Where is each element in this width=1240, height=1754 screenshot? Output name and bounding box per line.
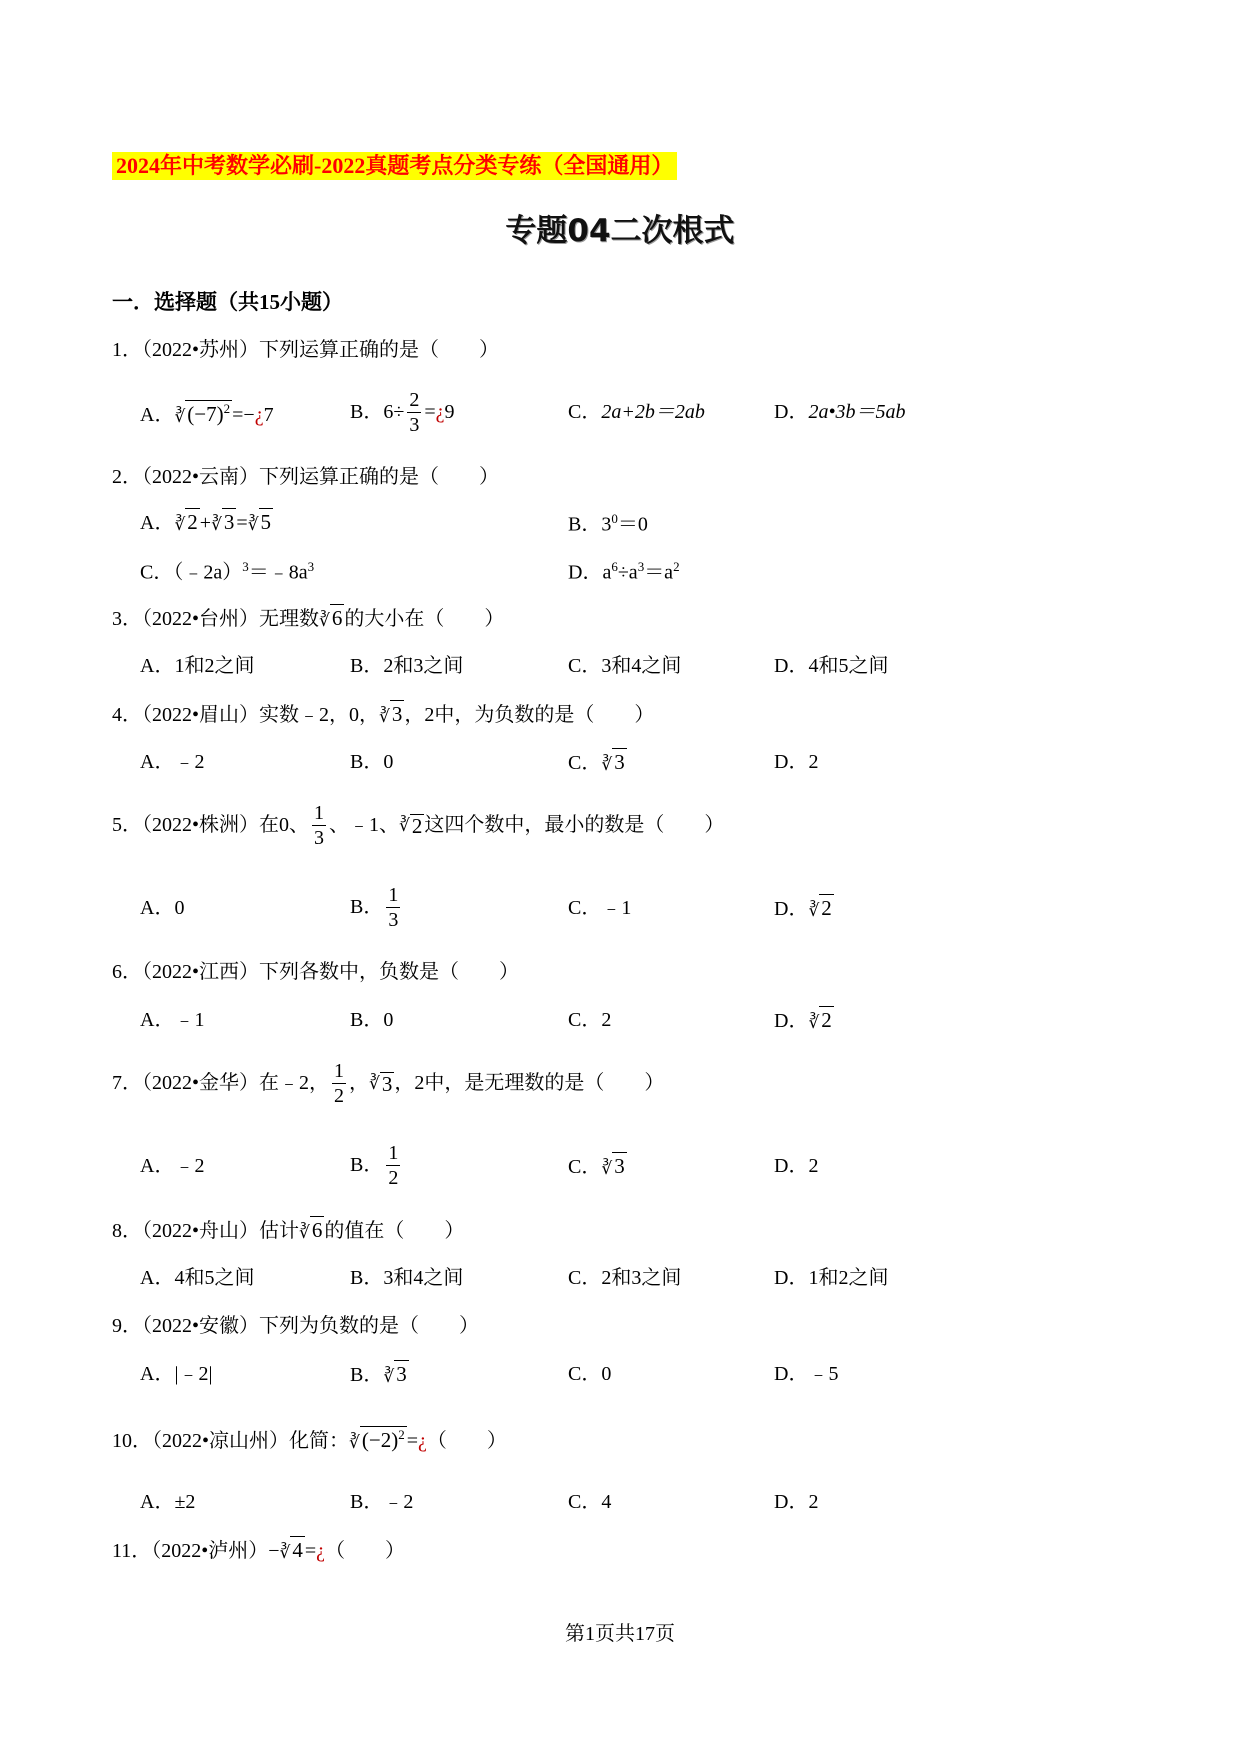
- fraction: $\frac{1}{3}$: [314, 801, 325, 849]
- q2-option-d[interactable]: D．$a^6\div a^3=a^2$: [568, 559, 680, 584]
- question-10-stem: 10．（2022•凉山州）化简：$∛(-2)^2$ =¿（ ）: [112, 1427, 507, 1453]
- fraction: $\frac{1}{2}$: [388, 1141, 399, 1189]
- question-1-stem: 1．（2022•苏州）下列运算正确的是（ ）: [112, 339, 500, 361]
- radical-sign-icon: ∛: [601, 755, 613, 775]
- q9-option-c[interactable]: C．0: [568, 1363, 612, 1385]
- q1-option-a[interactable]: A．$∛(-7)^2$ =−¿7: [140, 401, 274, 427]
- radical-sign-icon: ∛: [349, 1433, 360, 1453]
- q8-option-c[interactable]: C．2和3之间: [568, 1267, 682, 1289]
- q10-option-b[interactable]: B．﹣2: [350, 1491, 414, 1513]
- q1-option-b[interactable]: B．6÷ $\frac{2}{3}$ = ¿ 9: [350, 388, 455, 436]
- q3-option-c[interactable]: C．3和4之间: [568, 655, 682, 677]
- fraction: $\frac{1}{2}$: [334, 1059, 345, 1107]
- radical-sign-icon: ∛: [211, 515, 222, 535]
- q4-option-d[interactable]: D．2: [774, 751, 819, 773]
- q5-option-d[interactable]: D．∛2: [774, 896, 832, 921]
- question-6-stem: 6．（2022•江西）下列各数中，负数是（ ）: [112, 961, 520, 983]
- q9-option-a[interactable]: A．|﹣2|: [140, 1363, 213, 1385]
- q7-option-b[interactable]: B． $\frac{1}{2}$: [350, 1141, 399, 1189]
- q1-option-c[interactable]: C．2a+2b＝2ab: [568, 401, 705, 423]
- q10-option-d[interactable]: D．2: [774, 1491, 819, 1513]
- q4-option-b[interactable]: B．0: [350, 751, 394, 773]
- radical-sign-icon: ∛: [808, 1013, 820, 1033]
- fraction: $\frac{2}{3}$: [409, 388, 420, 436]
- header-banner: 2024年中考数学必刷-2022真题考点分类专练（全国通用）: [112, 152, 677, 180]
- radical-sign-icon: ∛: [369, 1073, 380, 1094]
- q3-option-b[interactable]: B．2和3之间: [350, 655, 464, 677]
- radical-sign-icon: ∛: [601, 1159, 613, 1179]
- question-11-stem: 11．（2022•泸州）−∛4 =¿（ ）: [112, 1538, 406, 1563]
- q9-option-b[interactable]: B．∛3: [350, 1362, 407, 1387]
- q8-option-b[interactable]: B．3和4之间: [350, 1267, 464, 1289]
- q8-option-d[interactable]: D．1和2之间: [774, 1267, 889, 1289]
- page-title: 专题04二次根式: [505, 213, 735, 249]
- radical-sign-icon: ∛: [247, 515, 259, 535]
- q3-option-a[interactable]: A．1和2之间: [140, 655, 255, 677]
- q7-option-a[interactable]: A．﹣2: [140, 1155, 205, 1177]
- q8-option-a[interactable]: A．4和5之间: [140, 1267, 255, 1289]
- radical-sign-icon: ∛: [279, 1543, 291, 1563]
- q6-option-b[interactable]: B．0: [350, 1009, 394, 1031]
- q10-option-a[interactable]: A．±2: [140, 1491, 196, 1513]
- q6-option-c[interactable]: C．2: [568, 1009, 612, 1031]
- question-3-stem: 3．（2022•台州）无理数∛6 的大小在（ ）: [112, 606, 505, 631]
- q2-option-b[interactable]: B．$3^0=0$: [568, 511, 648, 536]
- radical-sign-icon: ∛: [299, 1223, 310, 1243]
- fraction: $\frac{1}{3}$: [388, 883, 399, 931]
- q5-option-a[interactable]: A．0: [140, 897, 185, 919]
- q5-option-b[interactable]: B． $\frac{1}{3}$: [350, 883, 399, 931]
- question-8-stem: 8．（2022•舟山）估计∛6 的值在（ ）: [112, 1218, 465, 1243]
- q2-option-c[interactable]: C．$(﹣2a)^3=﹣8a^3$: [140, 559, 315, 584]
- radical-sign-icon: ∛: [174, 515, 186, 535]
- radical-sign-icon: ∛: [319, 611, 330, 631]
- radical-sign-icon: ∛: [399, 815, 410, 836]
- option-label: A．: [140, 404, 175, 426]
- q7-option-d[interactable]: D．2: [774, 1155, 819, 1177]
- q2-option-a[interactable]: A．∛2 +∛3 =∛5: [140, 510, 272, 535]
- radical-sign-icon: ∛: [808, 901, 820, 921]
- question-4-stem: 4．（2022•眉山）实数﹣2，0，∛3 ，2中，为负数的是（ ）: [112, 702, 655, 727]
- q5-option-c[interactable]: C．﹣1: [568, 897, 632, 919]
- radical-sign-icon: ∛: [174, 407, 186, 427]
- radical-sign-icon: ∛: [383, 1367, 395, 1387]
- question-7-stem: 7．（2022•金华）在﹣2， $\frac{1}{2}$ ， ∛ 3 ，2中，是无理数的是（ ）: [112, 1059, 665, 1107]
- q1-option-d[interactable]: D．2a•3b＝5ab: [774, 401, 906, 423]
- q6-option-a[interactable]: A．﹣1: [140, 1009, 205, 1031]
- radicand: $(-7)^2$: [187, 401, 231, 426]
- q6-option-d[interactable]: D．∛2: [774, 1008, 832, 1033]
- q10-option-c[interactable]: C．4: [568, 1491, 612, 1513]
- q3-option-d[interactable]: D．4和5之间: [774, 655, 889, 677]
- q9-option-d[interactable]: D．﹣5: [774, 1363, 839, 1385]
- question-9-stem: 9．（2022•安徽）下列为负数的是（ ）: [112, 1315, 480, 1337]
- q4-option-c[interactable]: C．∛3: [568, 750, 625, 775]
- page-footer: 第1页共17页: [565, 1623, 675, 1645]
- question-5-stem: 5．（2022•株洲）在0、 $\frac{1}{3}$ 、﹣1、 ∛ 2 这四个数中，最小的数是（ ）: [112, 801, 725, 849]
- question-2-stem: 2．（2022•云南）下列运算正确的是（ ）: [112, 466, 500, 488]
- q7-option-c[interactable]: C．∛3: [568, 1154, 625, 1179]
- section-heading: 一．选择题（共15小题）: [112, 290, 343, 314]
- radical-sign-icon: ∛: [379, 707, 390, 727]
- q4-option-a[interactable]: A．﹣2: [140, 751, 205, 773]
